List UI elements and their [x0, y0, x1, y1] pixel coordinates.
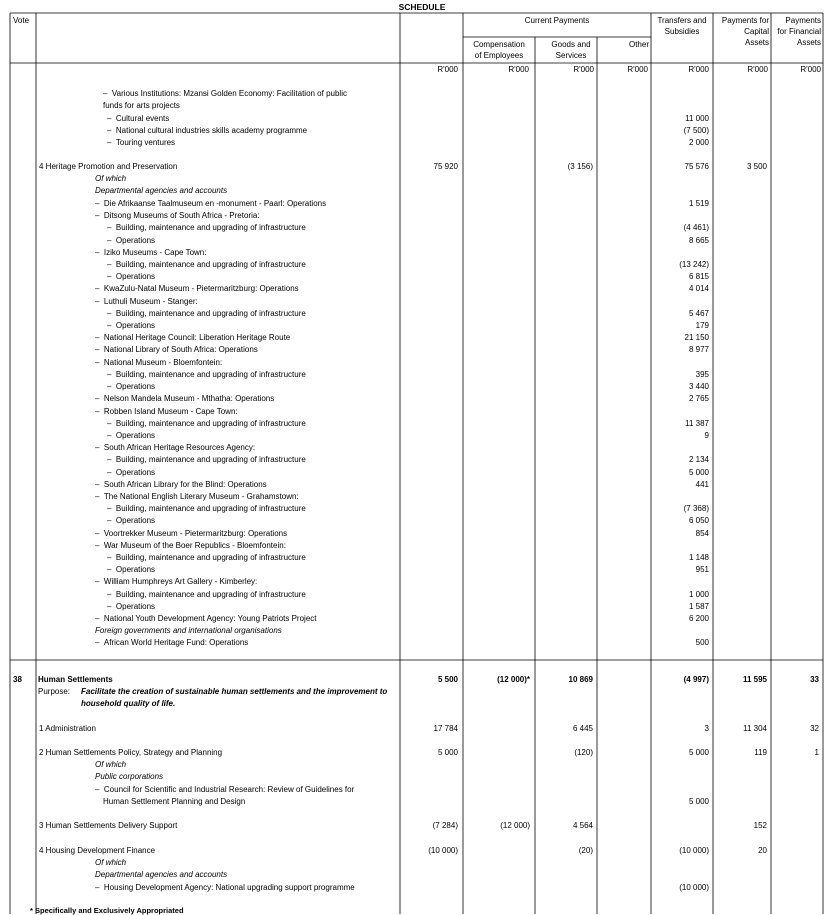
row-label: 3 Human Settlements Delivery Support [39, 821, 178, 830]
cell-tr: 441 [695, 480, 709, 489]
cell-tr: 951 [695, 565, 709, 574]
goods-header-line1: Goods and [551, 40, 591, 49]
cell-tr: 5 000 [688, 797, 709, 806]
row-label: – Ditsong Museums of South Africa - Pretoria: [95, 210, 260, 221]
cell-cap: 11 304 [743, 724, 767, 733]
cell-goods_star: (12 000) [500, 821, 530, 830]
row-label: – Various Institutions: Mzansi Golden Economy: Facilitation of public [103, 88, 347, 99]
financial-header-line3: Assets [796, 38, 821, 47]
cell-fin: 1 [814, 748, 819, 757]
row-label: Purpose: [38, 687, 71, 696]
cell-tr: 3 440 [688, 382, 709, 391]
goods-header-line2: Services [555, 51, 587, 60]
row-label: – Building, maintenance and upgrading of infrastructure [107, 454, 306, 465]
row-label: – Building, maintenance and upgrading of infrastructure [107, 418, 306, 429]
capital-header-line1: Payments for [721, 16, 769, 25]
cell-tr: (4 997) [683, 675, 709, 684]
current-payments-header: Current Payments [524, 16, 590, 25]
row-label: 2 Human Settlements Policy, Strategy and Planning [39, 748, 223, 757]
cell-fin: 32 [810, 724, 819, 733]
row-label: Human Settlement Planning and Design [103, 797, 246, 806]
cell-goods: (20) [578, 846, 593, 855]
row-label: – Council for Scientific and Industrial Research: Review of Guidelines for [95, 784, 354, 795]
row-label: – Operations [107, 601, 155, 612]
row-label: – Operations [107, 320, 155, 331]
row-label: funds for arts projects [103, 101, 180, 110]
cell-tr: 9 [704, 431, 709, 440]
cell-goods: (120) [574, 748, 593, 757]
financial-header-line2: for Financial [777, 27, 821, 36]
row-label: – Operations [107, 381, 155, 392]
compensation-header-line1: Compensation [473, 40, 525, 49]
cell-tr: 11 387 [685, 419, 709, 428]
cell-tr: 21 150 [684, 333, 709, 342]
row-label: – Voortrekker Museum - Pietermaritzburg: Operations [95, 528, 287, 539]
row-label: – National cultural industries skills academy programme [107, 125, 307, 136]
row-label: – William Humphreys Art Gallery - Kimberley: [95, 576, 257, 587]
cell-tr: 1 000 [688, 590, 709, 599]
row-label: – Operations [107, 235, 155, 246]
row-label: – KwaZulu-Natal Museum - Pietermaritzburg: Operations [95, 283, 299, 294]
other-header: Other [628, 40, 649, 49]
row-label: – National Youth Development Agency: Young Patriots Project [95, 613, 317, 624]
row-label: – Operations [107, 564, 155, 575]
row-label: – African World Heritage Fund: Operations [95, 637, 248, 648]
row-label: – Touring ventures [107, 137, 175, 148]
cell-tr: (13 242) [679, 260, 709, 269]
cell-tr: 1 587 [688, 602, 709, 611]
cell-tr: (10 000) [679, 883, 709, 892]
financial-header-line1: Payments [785, 16, 821, 25]
cell-tr: (10 000) [679, 846, 709, 855]
row-label: – Building, maintenance and upgrading of infrastructure [107, 308, 306, 319]
row-label: Of which [95, 858, 127, 867]
row-label: 4 Housing Development Finance [39, 846, 156, 855]
row-label: household quality of life. [81, 699, 176, 708]
cell-tr: 2 134 [688, 455, 709, 464]
row-label: – Operations [107, 515, 155, 526]
cell-tr: 5 000 [688, 748, 709, 757]
cell-comp: (10 000) [428, 846, 458, 855]
cell-tr: 6 050 [688, 516, 709, 525]
row-label: – Luthuli Museum - Stanger: [95, 296, 198, 307]
row-label: – Iziko Museums - Cape Town: [95, 247, 206, 258]
row-label: – South African Heritage Resources Agency: [95, 442, 255, 453]
row-label: Foreign governments and international organisations [95, 626, 282, 635]
row-label: – Building, maintenance and upgrading of infrastructure [107, 369, 306, 380]
schedule-title: SCHEDULE [398, 2, 446, 12]
capital-header-line3: Assets [744, 38, 769, 47]
cell-tr: 1 519 [688, 199, 709, 208]
row-label: – Building, maintenance and upgrading of infrastructure [107, 552, 306, 563]
row-label: – War Museum of the Boer Republics - Bloemfontein: [95, 540, 286, 551]
cell-comp: (7 284) [432, 821, 458, 830]
footnote: * Specifically and Exclusively Appropriated [30, 906, 184, 915]
cell-tr: 1 148 [688, 553, 709, 562]
cell-goods: 4 564 [572, 821, 593, 830]
cell-tr: 179 [695, 321, 709, 330]
cell-comp: 5 000 [437, 748, 458, 757]
cell-comp: 17 784 [433, 724, 458, 733]
unit-label: R'000 [747, 65, 768, 74]
cell-tr: 5 000 [688, 468, 709, 477]
row-label: Departmental agencies and accounts [95, 186, 228, 195]
cell-comp: 75 920 [433, 162, 458, 171]
row-label: – Building, maintenance and upgrading of infrastructure [107, 222, 306, 233]
transfers-header-line1: Transfers and [657, 16, 707, 25]
cell-tr: 3 [704, 724, 709, 733]
cell-goods: 6 445 [572, 724, 593, 733]
unit-label: R'000 [508, 65, 529, 74]
cell-tr: 2 000 [688, 138, 709, 147]
row-label: – Operations [107, 271, 155, 282]
cell-fin: 33 [810, 675, 819, 684]
capital-header-line2: Capital [744, 27, 769, 36]
row-label: – Building, maintenance and upgrading of infrastructure [107, 503, 306, 514]
row-label: – Building, maintenance and upgrading of infrastructure [107, 259, 306, 270]
cell-tr: (7 368) [683, 504, 709, 513]
transfers-header-line2: Subsidies [664, 27, 700, 36]
row-label: Of which [95, 760, 127, 769]
cell-tr: 75 576 [684, 162, 709, 171]
row-label: Public corporations [95, 772, 164, 781]
row-label: – National Heritage Council: Liberation Heritage Route [95, 332, 290, 343]
cell-tr: 8 977 [688, 345, 709, 354]
row-label: 1 Administration [39, 724, 96, 733]
cell-tr: (4 461) [683, 223, 709, 232]
row-label: – Die Afrikaanse Taalmuseum en -monument - Paarl: Operations [95, 198, 326, 209]
cell-tr: 854 [695, 529, 709, 538]
cell-goods_star: (12 000)* [497, 675, 530, 684]
cell-tr: 8 665 [688, 236, 709, 245]
row-label: – National Museum - Bloemfontein: [95, 357, 222, 368]
unit-label: R'000 [688, 65, 709, 74]
cell-tr: (7 500) [683, 126, 709, 135]
vote-header: Vote [13, 16, 30, 25]
cell-tr: 2 765 [688, 394, 709, 403]
cell-tr: 6 200 [688, 614, 709, 623]
unit-label: R'000 [627, 65, 648, 74]
purpose-text: Facilitate the creation of sustainable human settlements and the improvement to [81, 687, 388, 696]
row-label: – Building, maintenance and upgrading of infrastructure [107, 589, 306, 600]
vote-number: 38 [13, 675, 22, 684]
cell-tr: 5 467 [688, 309, 709, 318]
row-label: – Operations [107, 467, 155, 478]
cell-cap: 152 [753, 821, 767, 830]
row-label: 4 Heritage Promotion and Preservation [39, 162, 178, 171]
row-label: – Cultural events [107, 113, 169, 124]
cell-goods: (3 156) [567, 162, 593, 171]
row-label: – Nelson Mandela Museum - Mthatha: Operations [95, 393, 274, 404]
cell-tr: 4 014 [688, 284, 709, 293]
row-label: – Housing Development Agency: National upgrading support programme [95, 882, 355, 893]
unit-label: R'000 [800, 65, 821, 74]
row-label: – Robben Island Museum - Cape Town: [95, 406, 238, 417]
cell-cap: 11 595 [742, 675, 767, 684]
cell-cap: 20 [758, 846, 767, 855]
row-label: – The National English Literary Museum - Grahamstown: [95, 491, 299, 502]
cell-cap: 3 500 [746, 162, 767, 171]
row-label: Departmental agencies and accounts [95, 870, 228, 879]
cell-tr: 395 [695, 370, 709, 379]
cell-cap: 119 [754, 748, 767, 757]
unit-label: R'000 [437, 65, 458, 74]
cell-tr: 11 000 [685, 114, 709, 123]
row-label: Of which [95, 174, 127, 183]
row-label: – Operations [107, 430, 155, 441]
cell-goods: 10 869 [568, 675, 593, 684]
unit-label: R'000 [573, 65, 594, 74]
row-label: – South African Library for the Blind: Operations [95, 479, 267, 490]
row-label: Human Settlements [38, 675, 113, 684]
cell-tr: 6 815 [688, 272, 709, 281]
row-label: – National Library of South Africa: Operations [95, 344, 258, 355]
cell-comp: 5 500 [437, 675, 458, 684]
cell-tr: 500 [695, 638, 709, 647]
compensation-header-line2: of Employees [474, 51, 524, 60]
